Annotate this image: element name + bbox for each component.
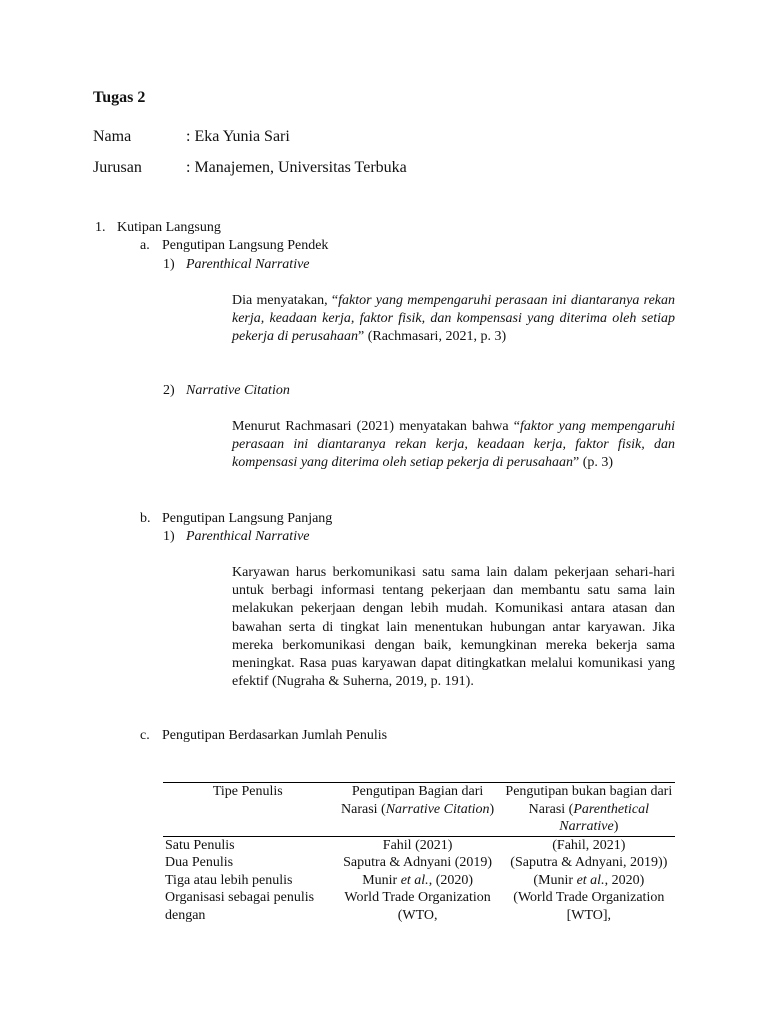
major-value: : Manajemen, Universitas Terbuka [186, 159, 407, 176]
quote-a2-post: ” (p. 3) [573, 455, 614, 471]
subsection-b-title: Pengutipan Langsung Panjang [162, 511, 333, 526]
name-value: : Eka Yunia Sari [186, 128, 290, 145]
cell-narrative-italic: et al. [400, 872, 429, 888]
header-tipe-penulis: Tipe Penulis [163, 783, 333, 837]
item-a2-number: 2) [163, 383, 175, 398]
table-row [163, 889, 675, 924]
major-label: Jurusan [93, 159, 142, 176]
header-col2-pre: Pengutipan Bagian dari Narasi ( [341, 784, 484, 817]
document-title: Tugas 2 [93, 89, 146, 106]
cell-narrative: Saputra & Adnyani (2019) [343, 855, 493, 870]
quote-a1-italic: faktor yang mempengaruhi perasaan ini diantaranya rekan kerja, keadaan kerja, faktor fisik, dan kompensasi yang diterima oleh setiap pekerja di perusahaan [232, 293, 675, 345]
cell-parenthetical: (Fahil, 2021) [552, 837, 626, 853]
cell-narrative-pre: Munir [362, 872, 401, 888]
subsection-c-title: Pengutipan Berdasarkan Jumlah Penulis [162, 728, 388, 743]
header-col3-italic: Parenthetical Narrative [559, 801, 650, 834]
header-col3-pre: Pengutipan bukan bagian dari Narasi ( [505, 784, 673, 817]
header-col2-italic: Narrative Citation [385, 801, 490, 817]
cell-narrative: Fahil (2021) [382, 837, 453, 853]
cell-type: Dua Penulis [165, 855, 234, 870]
quote-a2-pre: Menurut Rachmasari (2021) menyatakan bahwa “ [232, 419, 520, 434]
item-b1-number: 1) [163, 529, 175, 544]
cell-parenthetical: (Saputra & Adnyani, 2019)) [510, 855, 668, 870]
cell-parenthetical: (World Trade Organization [WTO], [513, 890, 665, 923]
subsection-a-letter: a. [140, 238, 150, 253]
header-col2-post: ) [489, 801, 495, 817]
subsection-a-title: Pengutipan Langsung Pendek [162, 238, 329, 253]
cell-type: Satu Penulis [165, 837, 235, 853]
item-a1-title: Parenthical Narrative [186, 257, 310, 272]
cell-parenthetical-pre: (Munir [533, 872, 577, 888]
cell-narrative [333, 872, 503, 890]
header-narrative-citation [333, 783, 503, 837]
citation-table [163, 782, 675, 924]
name-label: Nama [93, 128, 132, 145]
section-1-title: Kutipan Langsung [117, 220, 221, 235]
table-header-row [163, 783, 675, 837]
cell-type: Organisasi sebagai penulis dengan [165, 890, 315, 923]
table-row [163, 872, 675, 890]
quote-a1-pre: Dia menyatakan, “ [232, 293, 339, 308]
block-quote-b1: Karyawan harus berkomunikasi satu sama lain dalam pekerjaan sehari-hari untuk berbagi informasi tentang pekerjaan dan membantu satu sama lain melakukan pekerjaan dengan lebih mudah. Komunikasi antara atasan dan bawahan serta di tingkat lain menentukan hubungan antar karyawan. Jika mereka berkomunikasi dengan baik, kemungkinan mereka bekerja sama meningkat. Rasa puas karyawan dapat ditingkatkan melalui komunikasi yang efektif (Nugraha & Suherna, 2019, p. 191). [232, 565, 675, 690]
quote-a2-paragraph [232, 418, 675, 473]
table-row [163, 836, 675, 854]
cell-parenthetical [503, 872, 675, 890]
quote-a1-post: ” (Rachmasari, 2021, p. 3) [357, 329, 507, 345]
header-col3-post: ) [613, 819, 619, 834]
section-1-number: 1. [95, 220, 106, 235]
cell-type: Tiga atau lebih penulis [165, 872, 293, 888]
quote-a2-italic: faktor yang mempengaruhi perasaan ini diantaranya rekan kerja, keadaan kerja, faktor fisik, dan kompensasi yang diterima oleh setiap pekerja di perusahaan [232, 419, 675, 471]
item-b1-title: Parenthical Narrative [186, 529, 310, 544]
subsection-b-letter: b. [140, 511, 151, 526]
cell-parenthetical-italic: et al. [576, 872, 605, 888]
cell-narrative-post: , (2020) [428, 872, 474, 888]
item-a2-title: Narrative Citation [186, 383, 290, 398]
cell-parenthetical-post: , 2020) [604, 872, 645, 888]
subsection-c-letter: c. [140, 728, 150, 743]
cell-narrative: World Trade Organization (WTO, [344, 890, 491, 923]
header-parenthetical [503, 783, 675, 837]
item-a1-number: 1) [163, 257, 175, 272]
table-row [163, 854, 675, 872]
quote-a1-paragraph [232, 292, 675, 347]
